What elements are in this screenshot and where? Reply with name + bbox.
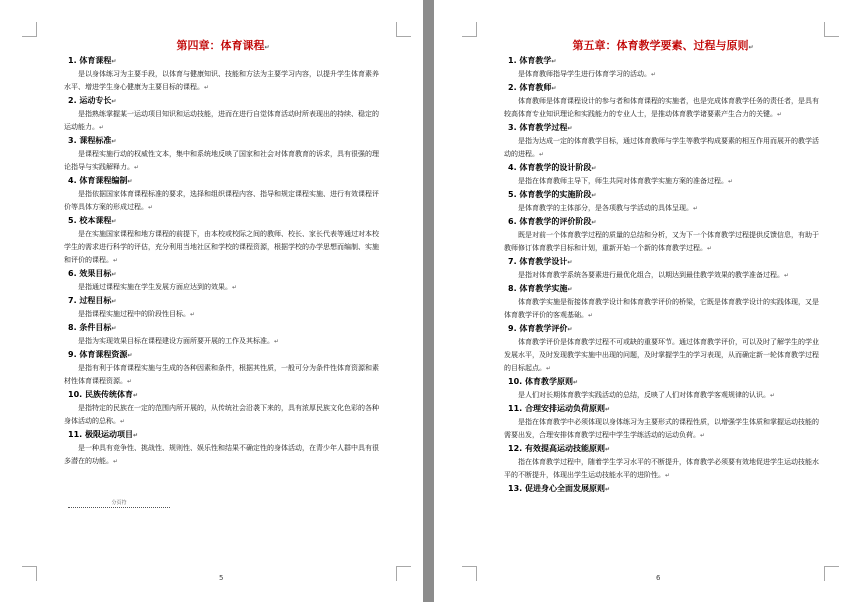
- crop-mark-top-left: [22, 22, 37, 37]
- section-heading: 3. 体育教学过程↵: [508, 123, 573, 132]
- crop-mark-bottom-right: [396, 566, 411, 581]
- section-paragraph: 是一种具有竞争性、挑战性、规则性、娱乐性和结果不确定性的身体活动，在青少年人群中具有很多潜在的功能。↵: [64, 444, 379, 465]
- section-paragraph: 指在体育教学过程中，随着学生学习水平的不断提升，体育教学必须要有效地促进学生运动技能水平的不断提升，体现出学生运动技能水平的进阶性。↵: [504, 458, 819, 479]
- page-gutter: [423, 0, 434, 602]
- section-paragraph: 是指在体育教学中必须体现以身体练习为主要形式的课程性质，以增强学生体质和掌握运动技能的需要出发，合理安排体育教学过程中学生学练活动的运动负荷。↵: [504, 418, 819, 439]
- section-heading: 7. 过程目标↵: [68, 296, 117, 305]
- section-paragraph: 是指为实现效果目标在课程建设方面所要开展的工作及其标准。↵: [78, 337, 280, 345]
- page-break-marker: 分页符: [68, 500, 170, 508]
- section-heading: 12. 有效提高运动技能原则↵: [508, 444, 610, 453]
- document-page-right: [434, 0, 864, 602]
- section-paragraph: 是指通过课程实施在学生发展方面应达到的效果。↵: [78, 283, 238, 291]
- section-heading: 5. 校本课程↵: [68, 216, 117, 225]
- section-paragraph: 是体育教师指导学生进行体育学习的活动。↵: [518, 70, 657, 78]
- section-paragraph: 是人们对长期体育教学实践活动的总结，反映了人们对体育教学客观规律的认识。↵: [518, 391, 776, 399]
- section-paragraph: 是指熟练掌握某一运动项目知识和运动技能，进而在进行自觉体育活动时所表现出的持续、稳定的运动能力。↵: [64, 110, 379, 131]
- section-heading: 3. 课程标准↵: [68, 136, 117, 145]
- section-heading: 8. 条件目标↵: [68, 323, 117, 332]
- section-paragraph: 是课程实施行动的权威性文本，集中和系统地反映了国家和社会对体育教育的诉求，具有很强的理论指导与实践解释力。↵: [64, 150, 379, 171]
- section-heading: 13. 促进身心全面发展原则↵: [508, 484, 610, 493]
- section-paragraph: 是指依据国家体育课程标准的要求，选择和组织课程内容、指导和规定课程实施、进行有效课程评价等具体方案的形成过程。↵: [64, 190, 379, 211]
- section-paragraph: 体育教师是体育课程设计的参与者和体育课程的实施者，也是完成体育教学任务的责任者，是具有较高体育专业知识理论和实践能力的专业人士，是推动体育教学诸要素产生合力的关键。↵: [504, 97, 819, 118]
- chapter-title: 第五章：体育教学要素、过程与原则↵: [572, 39, 754, 52]
- crop-mark-top-right: [824, 22, 839, 37]
- section-paragraph: 是体育教学的主体部分，是各项教与学活动的具体呈现。↵: [518, 204, 699, 212]
- section-heading: 11. 合理安排运动负荷原则↵: [508, 404, 610, 413]
- section-paragraph: 是指对体育教学系统各要素进行最优化组合，以期达到最佳教学效果的教学准备过程。↵: [518, 271, 790, 279]
- crop-mark-bottom-left: [22, 566, 37, 581]
- section-paragraph: 是指有利于体育课程实施与生成的各种因素和条件，根据其性质，一般可分为条件性体育资源和素材性体育课程资源。↵: [64, 364, 379, 385]
- page-number: 5: [219, 574, 224, 582]
- page-number: 6: [656, 574, 661, 582]
- section-heading: 5. 体育教学的实施阶段↵: [508, 190, 597, 199]
- crop-mark-top-left: [462, 22, 477, 37]
- section-heading: 10. 民族传统体育↵: [68, 390, 138, 399]
- page-body[interactable]: [64, 38, 382, 468]
- section-paragraph: 是指课程实施过程中的阶段性目标。↵: [78, 310, 196, 318]
- section-heading: 4. 体育课程编制↵: [68, 176, 133, 185]
- section-paragraph: 既是对前一个体育教学过程的质量的总结和分析，又为下一个体育教学过程提供反馈信息，有助于教师修订体育教学目标和计划，重新开始一个新的体育教学过程。↵: [504, 231, 819, 252]
- section-heading: 11. 极限运动项目↵: [68, 430, 138, 439]
- section-heading: 6. 体育教学的评价阶段↵: [508, 217, 597, 226]
- section-heading: 9. 体育教学评价↵: [508, 324, 573, 333]
- section-heading: 1. 体育教学↵: [508, 56, 557, 65]
- section-heading: 1. 体育课程↵: [68, 56, 117, 65]
- section-heading: 7. 体育教学设计↵: [508, 257, 573, 266]
- section-paragraph: 体育教学实施是衔接体育教学设计和体育教学评价的桥梁，它既是体育教学设计的实践体现，又是体育教学评价的客观基础。↵: [504, 298, 819, 319]
- section-paragraph: 是指特定的民族在一定的范围内所开展的，从传统社会沿袭下来的，具有浓厚民族文化色彩的各种身体活动的总称。↵: [64, 404, 379, 425]
- section-paragraph: 是以身体练习为主要手段，以体育与健康知识、技能和方法为主要学习内容，以提升学生体育素养水平、增进学生身心健康为主要目标的课程。↵: [64, 70, 379, 91]
- section-paragraph: 是指在体育教师主导下，师生共同对体育教学实施方案的准备过程。↵: [518, 177, 734, 185]
- crop-mark-bottom-left: [462, 566, 477, 581]
- crop-mark-bottom-right: [824, 566, 839, 581]
- section-paragraph: 是指为达成一定的体育教学目标，通过体育教师与学生等教学构成要素的相互作用而展开的教学活动的进程。↵: [504, 137, 819, 158]
- section-heading: 2. 运动专长↵: [68, 96, 117, 105]
- section-heading: 9. 体育课程资源↵: [68, 350, 133, 359]
- crop-mark-top-right: [396, 22, 411, 37]
- page-body[interactable]: [504, 38, 822, 496]
- section-paragraph: 是在实施国家课程和地方课程的前提下，由本校或校际之间的教师、校长、家长代表等通过对本校学生的需求进行科学的评估，充分利用当地社区和学校的课程资源，根据学校的办学思想而编制、实施和评价的课程。↵: [64, 230, 379, 264]
- section-heading: 8. 体育教学实施↵: [508, 284, 573, 293]
- section-heading: 10. 体育教学原则↵: [508, 377, 578, 386]
- chapter-title: 第四章：体育课程↵: [176, 39, 270, 52]
- section-heading: 6. 效果目标↵: [68, 269, 117, 278]
- section-paragraph: 体育教学评价是体育教学过程不可或缺的重要环节。通过体育教学评价，可以及时了解学生的学业发展水平，及时发现教学实施中出现的问题，及时掌握学生的学习表现，从而确定新一轮体育教学过程的目标起点。↵: [504, 338, 819, 372]
- document-page-left: [0, 0, 423, 602]
- section-heading: 4. 体育教学的设计阶段↵: [508, 163, 597, 172]
- section-heading: 2. 体育教师↵: [508, 83, 557, 92]
